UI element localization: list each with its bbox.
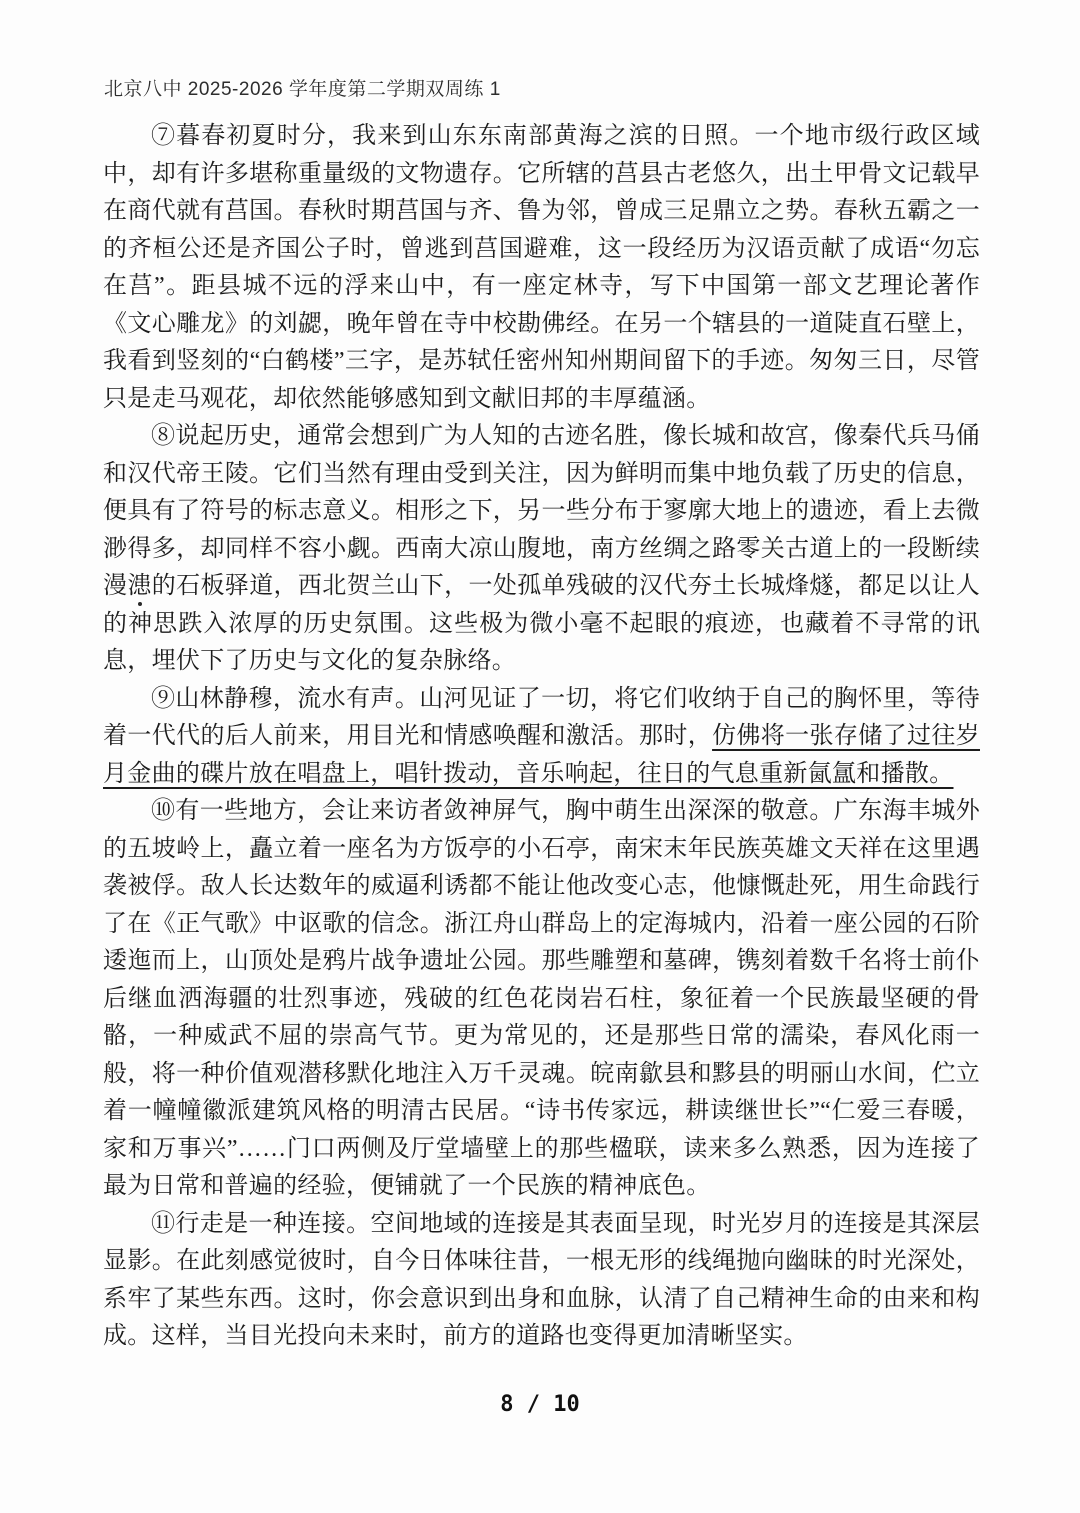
paragraph (103, 793, 980, 1206)
page-number: 8 / 10 (500, 1392, 580, 1417)
document-header-title: 北京八中 2025-2026 学年度第二学期双周练 1 (104, 79, 501, 100)
paragraph (103, 118, 980, 418)
paragraph (103, 418, 980, 681)
text-segment-underline: 仿佛将一张存储了过往岁月金曲的碟片放在唱盘上，唱针拨动，音乐响起，往日的气息重新氤氲和播散。 (103, 723, 980, 787)
paragraph (103, 1206, 980, 1356)
text-segment: ⑧说起历史，通常会想到广为人知的古迹名胜，像长城和故宫，像秦代兵马俑和汉代帝王陵。它们当然有理由受到关注，因为鲜明而集中地负载了历史的信息，便具有了符号的标志意义。相形之下，另一些分布于寥廓大地上的遗迹，看上去微渺得多，却同样不容小觑。西南大凉山腹地，南方丝绸之路零关古道上的一段断续漫 (103, 423, 980, 599)
text-segment: ⑩有一些地方，会让来访者敛神屏气，胸中萌生出深深的敬意。广东海丰城外的五坡岭上，矗立着一座名为方饭亭的小石亭，南宋末年民族英雄文天祥在这里遇袭被俘。敌人长达数年的威逼利诱都不能让他改变心志，他慷慨赴死，用生命践行了在《正气歌》中讴歌的信念。浙江舟山群岛上的定海城内，沿着一座公园的石阶逶迤而上，山顶处是鸦片战争遗址公园。那些雕塑和墓碑，镌刻着数千名将士前仆后继血洒海疆的壮烈事迹，残破的红色花岗岩石柱，象征着一个民族最坚硬的骨骼，一种威武不屈的崇高气节。更为常见的，还是那些日常的濡染，春风化雨一般，将一种价值观潜移默化地注入万千灵魂。皖南歙县和黟县的明丽山水间，伫立着一幢幢徽派建筑风格的明清古民居。“诗书传家远，耕读继世长”“仁爱三春暖，家和万事兴”……门口两侧及厅堂墙壁上的那些楹联，读来多么熟悉，因为连接了最为日常和普遍的经验，便铺就了一个民族的精神底色。 (103, 798, 980, 1199)
text-segment: ⑦暮春初夏时分，我来到山东东南部黄海之滨的日照。一个地市级行政区域中，却有许多堪称重量级的文物遗存。它所辖的莒县古老悠久，出土甲骨文记载早在商代就有莒国。春秋时期莒国与齐、鲁为邻，曾成三足鼎立之势。春秋五霸之一的齐桓公还是齐国公子时，曾逃到莒国避难，这一段经历为汉语贡献了成语“勿忘在莒”。距县城不远的浮来山中，有一座定林寺，写下中国第一部文艺理论著作《文心雕龙》的刘勰，晚年曾在寺中校勘佛经。在另一个辖县的一道陡直石壁上，我看到竖刻的“白鹤楼”三字，是苏轼任密州知州期间留下的手迹。匆匆三日，尽管只是走马观花，却依然能够感知到文献旧邦的丰厚蕴涵。 (103, 123, 980, 412)
text-segment: ⑪行走是一种连接。空间地域的连接是其表面呈现，时光岁月的连接是其深层显影。在此刻感觉彼时，自今日体味往昔，一根无形的线绳抛向幽昧的时光深处，系牢了某些东西。这时，你会意识到出身和血脉，认清了自己精神生命的由来和构成。这样，当目光投向未来时，前方的道路也变得更加清晰坚实。 (103, 1210, 980, 1349)
paragraph (103, 681, 980, 794)
article-body (103, 118, 980, 1356)
text-segment: 的石板驿道，西北贺兰山下，一处孤单残破的汉代夯土长城烽燧，都足以让人的神思跌入浓厚的历史氛围。这些极为微小毫不起眼的痕迹，也藏着不寻常的讯息，埋伏下了历史与文化的复杂脉络。 (103, 573, 980, 674)
text-segment-dot: 漶 (127, 573, 152, 599)
text-segment: ⑨山林静穆，流水有声。山河见证了一切，将它们收纳于自己的胸怀里，等待着一代代的后人前来，用目光和情感唤醒和激活。那时， (103, 685, 980, 749)
